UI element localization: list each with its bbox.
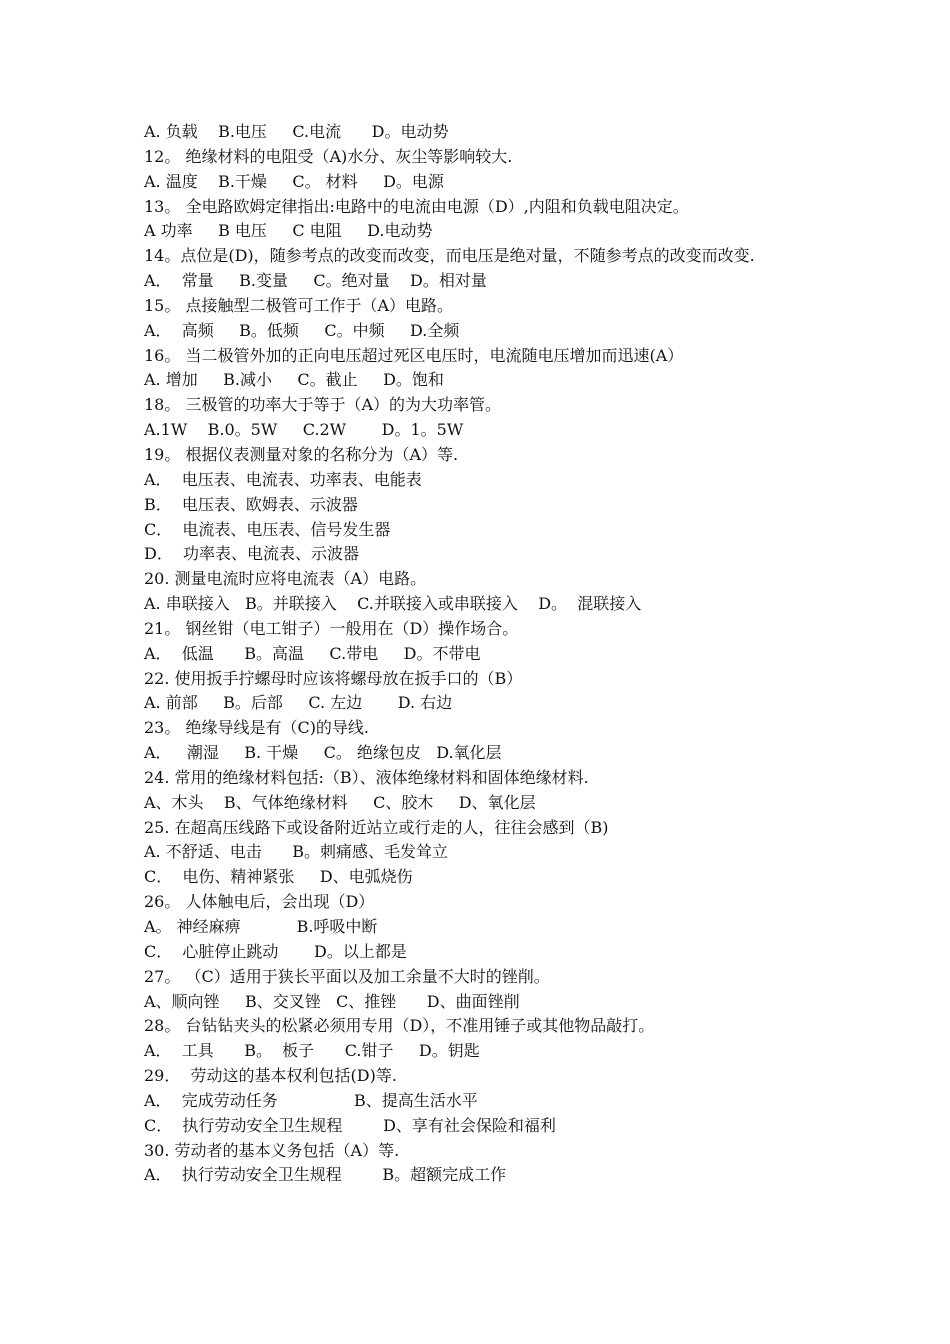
question-18: 18。 三极管的功率大于等于（A）的为大功率管。 xyxy=(144,395,502,415)
answer-options-line: A． 常量 B.变量 C。绝对量 D。相对量 xyxy=(144,271,487,291)
answer-options-line: A。 神经麻痹 B.呼吸中断 xyxy=(144,917,378,936)
question-23: 23。 绝缘导线是有（C)的导线. xyxy=(144,718,370,738)
answer-options-line: A. 负载 B.电压 C.电流 D。电动势 xyxy=(144,122,449,141)
answer-options-line: A 功率 B 电压 C 电阻 D.电动势 xyxy=(144,221,433,241)
question-15: 15。 点接触型二极管可工作于（A）电路。 xyxy=(144,295,454,315)
question-22: 22. 使用扳手拧螺母时应该将螺母放在扳手口的（B） xyxy=(144,668,523,688)
answer-options-line: C． 电伤、精神紧张 D、电弧烧伤 xyxy=(144,867,413,887)
question-27: 27。 （C）适用于狭长平面以及加工余量不大时的锉削。 xyxy=(144,966,550,986)
answer-options-line: A． 执行劳动安全卫生规程 B。超额完成工作 xyxy=(144,1165,507,1185)
answer-options-line: A、顺向锉 B、交叉锉 C、推锉 D、曲面锉削 xyxy=(144,991,520,1011)
answer-options-line: C． 执行劳动安全卫生规程 D、享有社会保险和福利 xyxy=(144,1115,556,1135)
question-19: 19。 根据仪表测量对象的名称分为（A）等. xyxy=(144,444,459,464)
document-body xyxy=(144,120,824,1188)
answer-options-line: A、木头 B、气体绝缘材料 C、胶木 D、氧化层 xyxy=(144,792,536,812)
question-24: 24. 常用的绝缘材料包括:（B）、液体绝缘材料和固体绝缘材料. xyxy=(144,767,589,787)
question-13: 13。 全电路欧姆定律指出:电路中的电流由电源（D）,内阻和负载电阻决定。 xyxy=(144,196,689,216)
answer-option: C． 电流表、电压表、信号发生器 xyxy=(144,519,391,539)
answer-options-line: A. 增加 B.减小 C。截止 D。饱和 xyxy=(144,370,444,390)
question-30: 30. 劳动者的基本义务包括（A）等. xyxy=(144,1140,400,1160)
answer-options-line: A.1W B.0。5W C.2W D。1。5W xyxy=(144,420,464,440)
answer-options-line: A． 高频 B。低频 C。中频 D.全频 xyxy=(144,320,460,340)
question-26: 26。 人体触电后，会出现（D） xyxy=(144,892,375,912)
answer-options-line: A. 不舒适、电击 B。刺痛感、毛发耸立 xyxy=(144,842,449,862)
answer-options-line: A. 温度 B.干燥 C。 材料 D。电源 xyxy=(144,171,444,191)
question-29: 29． 劳动这的基本权利包括(D)等. xyxy=(144,1066,397,1086)
answer-option: A． 电压表、电流表、功率表、电能表 xyxy=(144,469,422,489)
question-14: 14。点位是(D)，随参考点的改变而改变，而电压是绝对量，不随参考点的改变而改变. xyxy=(144,246,755,266)
answer-options-line: A． 完成劳动任务 B、提高生活水平 xyxy=(144,1090,478,1110)
question-16: 16。 当二极管外加的正向电压超过死区电压时，电流随电压增加而迅速(A） xyxy=(144,345,684,365)
answer-options-line: A． 工具 B。 板子 C.钳子 D。钥匙 xyxy=(144,1041,480,1061)
answer-options-line: C． 心脏停止跳动 D。以上都是 xyxy=(144,941,407,961)
answer-options-line: A． 潮湿 B. 干燥 C。 绝缘包皮 D.氧化层 xyxy=(144,743,502,763)
question-12: 12。 绝缘材料的电阻受（A)水分、灰尘等影响较大. xyxy=(144,146,513,166)
answer-option: D． 功率表、电流表、示波器 xyxy=(144,544,360,564)
answer-options-line: A． 低温 B。高温 C.带电 D。不带电 xyxy=(144,643,481,663)
question-21: 21。 钢丝钳（电工钳子）一般用在（D）操作场合。 xyxy=(144,618,519,638)
answer-option: B． 电压表、欧姆表、示波器 xyxy=(144,494,358,514)
answer-options-line: A. 前部 B。后部 C. 左边 D. 右边 xyxy=(144,693,453,713)
question-25: 25. 在超高压线路下或设备附近站立或行走的人，往往会感到（B) xyxy=(144,817,609,837)
answer-options-line: A. 串联接入 B。并联接入 C.并联接入或串联接入 D。 混联接入 xyxy=(144,594,642,614)
question-28: 28。 台钻钻夹头的松紧必须用专用（D），不准用锤子或其他物品敲打。 xyxy=(144,1016,655,1036)
question-20: 20. 测量电流时应将电流表（A）电路。 xyxy=(144,569,427,589)
